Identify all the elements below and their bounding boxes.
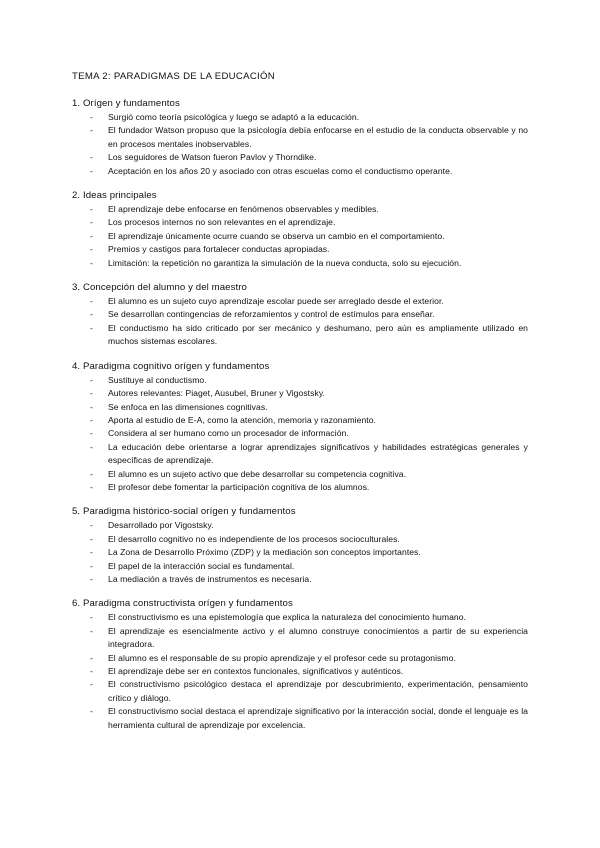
- bullet-list: [72, 519, 528, 586]
- bullet-dash: -: [90, 666, 93, 676]
- list-item: [72, 203, 528, 216]
- list-item: [72, 427, 528, 440]
- section-heading: 3. Concepción del alumno y del maestro: [72, 282, 247, 294]
- bullet-dash: -: [90, 533, 93, 544]
- list-item: [72, 401, 528, 414]
- list-item: [72, 216, 528, 229]
- bullet-dash: -: [90, 414, 93, 425]
- section-heading: 1. Orígen y fundamentos: [72, 98, 180, 109]
- list-item: [72, 611, 528, 624]
- bullet-dash: -: [90, 428, 93, 439]
- bullet-list: [72, 374, 528, 495]
- list-item-text: El alumno es el responsable de su propio aprendizaje y el profesor cede su protagonismo.: [108, 652, 456, 663]
- list-item: [72, 481, 528, 494]
- list-item-text: El alumno es un sujeto activo que debe desarrollar su competencia cognitiva.: [108, 468, 407, 479]
- bullet-dash: -: [90, 244, 93, 255]
- list-item-text: Considera al ser humano como un procesador de información.: [108, 428, 349, 439]
- bullet-list: [72, 203, 528, 270]
- list-item-text: Aceptación en los años 20 y asociado con otras escuelas como el conductismo operante.: [108, 165, 453, 176]
- list-item: [72, 322, 528, 349]
- section: [72, 282, 528, 349]
- bullet-dash: -: [90, 112, 93, 122]
- bullet-list: [72, 295, 528, 349]
- list-item: [72, 652, 528, 665]
- list-item: [72, 257, 528, 270]
- bullet-list: [72, 611, 528, 732]
- section-heading: 2. Ideas principales: [72, 190, 157, 202]
- list-item-text: Limitación: la repetición no garantiza la simulación de la nueva conducta, solo su ejecución.: [108, 257, 462, 268]
- bullet-dash: -: [90, 679, 93, 690]
- section-heading: 6. Paradigma constructivista orígen y fundamentos: [72, 598, 293, 610]
- list-item: [72, 560, 528, 573]
- list-item-text: Surgió como teoría psicológica y luego se adaptó a la educación.: [108, 112, 360, 122]
- bullet-dash: -: [90, 706, 93, 717]
- bullet-list: [72, 111, 528, 178]
- list-item-text: El alumno es un sujeto cuyo aprendizaje escolar puede ser arreglado desde el exterior.: [108, 296, 444, 307]
- list-item-text: Desarrollado por Vigostsky.: [108, 520, 214, 531]
- list-item-text: El aprendizaje únicamente ocurre cuando se observa un cambio en el comportamiento.: [108, 230, 445, 241]
- list-item: [72, 533, 528, 546]
- list-item-text: El constructivismo social destaca el aprendizaje significativo por la interacción social, donde el lenguaje es la herramienta cultural de aprendizaje por excelencia.: [108, 706, 528, 730]
- section: [72, 506, 528, 586]
- document-page: [72, 71, 528, 744]
- list-item-text: Se enfoca en las dimensiones cognitivas.: [108, 401, 268, 412]
- bullet-dash: -: [90, 520, 93, 531]
- bullet-dash: -: [90, 560, 93, 571]
- list-item: [72, 230, 528, 243]
- bullet-dash: -: [90, 257, 93, 268]
- list-item-text: El desarrollo cognitivo no es independiente de los procesos socioculturales.: [108, 533, 400, 544]
- section: [72, 361, 528, 495]
- bullet-dash: -: [90, 573, 93, 584]
- list-item-text: Los seguidores de Watson fueron Pavlov y Thorndike.: [108, 152, 317, 163]
- bullet-dash: -: [90, 204, 93, 215]
- list-item: [72, 387, 528, 400]
- list-item-text: El constructivismo psicológico destaca el aprendizaje por descubrimiento, experimentación, pensamiento crítico y diálogo.: [108, 679, 528, 703]
- bullet-dash: -: [90, 125, 93, 136]
- list-item: [72, 625, 528, 652]
- bullet-dash: -: [90, 322, 93, 333]
- bullet-dash: -: [90, 165, 93, 176]
- list-item-text: Premios y castigos para fortalecer conductas apropiadas.: [108, 244, 330, 255]
- bullet-dash: -: [90, 152, 93, 163]
- bullet-dash: -: [90, 296, 93, 307]
- section: [72, 190, 528, 270]
- list-item: [72, 374, 528, 387]
- list-item: [72, 124, 528, 151]
- bullet-dash: -: [90, 612, 93, 623]
- list-item-text: El papel de la interacción social es fundamental.: [108, 560, 295, 571]
- bullet-dash: -: [90, 374, 93, 385]
- bullet-dash: -: [90, 441, 93, 452]
- list-item-text: El constructivismo es una epistemología que explica la naturaleza del conocimiento humano.: [108, 612, 466, 623]
- list-item: [72, 573, 528, 586]
- list-item-text: El aprendizaje es esencialmente activo y el alumno construye conocimientos a partir de su experiencia integradora.: [108, 625, 528, 650]
- list-item: [72, 111, 528, 124]
- sections-container: [72, 98, 528, 732]
- list-item-text: Aporta al estudio de E-A, como la atención, memoria y razonamiento.: [108, 414, 376, 425]
- list-item: [72, 165, 528, 178]
- list-item: [72, 665, 528, 678]
- list-item: [72, 295, 528, 308]
- bullet-dash: -: [90, 625, 93, 636]
- list-item: [72, 414, 528, 427]
- bullet-dash: -: [90, 481, 93, 492]
- document-title: TEMA 2: PARADIGMAS DE LA EDUCACIÓN: [72, 71, 276, 82]
- list-item: [72, 441, 528, 468]
- list-item-text: Los procesos internos no son relevantes en el aprendizaje.: [108, 217, 336, 228]
- section-heading: 5. Paradigma histórico-social orígen y fundamentos: [72, 506, 296, 518]
- bullet-dash: -: [90, 547, 93, 558]
- bullet-dash: -: [90, 652, 93, 663]
- list-item-text: Autores relevantes: Piaget, Ausubel, Bruner y Vigostsky.: [108, 388, 325, 399]
- list-item-text: El conductismo ha sido criticado por ser mecánico y deshumano, pero aún es ampliamente utilizado en muchos sistemas escolares.: [108, 322, 528, 347]
- list-item-text: La educación debe orientarse a lograr aprendizajes significativos y habilidades estratégicas generales y específicas de aprendizaje.: [108, 441, 528, 466]
- list-item: [72, 151, 528, 164]
- list-item-text: El profesor debe fomentar la participación cognitiva de los alumnos.: [108, 481, 370, 492]
- list-item: [72, 678, 528, 705]
- list-item-text: El aprendizaje debe enfocarse en fenómenos observables y medibles.: [108, 204, 379, 215]
- list-item-text: El fundador Watson propuso que la psicología debía enfocarse en el estudio de la conducta observable y no en procesos mentales inobservables.: [108, 125, 528, 149]
- list-item-text: La mediación a través de instrumentos es necesaria.: [108, 573, 312, 584]
- list-item: [72, 468, 528, 481]
- list-item: [72, 519, 528, 532]
- bullet-dash: -: [90, 309, 93, 320]
- list-item: [72, 546, 528, 559]
- list-item: [72, 243, 528, 256]
- bullet-dash: -: [90, 388, 93, 399]
- list-item-text: Se desarrollan contingencias de reforzamientos y control de estímulos para enseñar.: [108, 309, 435, 320]
- bullet-dash: -: [90, 401, 93, 412]
- section: [72, 98, 528, 178]
- section: [72, 598, 528, 732]
- bullet-dash: -: [90, 468, 93, 479]
- list-item: [72, 308, 528, 321]
- list-item-text: La Zona de Desarrollo Próximo (ZDP) y la mediación son conceptos importantes.: [108, 547, 421, 558]
- list-item-text: Sustituye al conductismo.: [108, 374, 207, 385]
- bullet-dash: -: [90, 230, 93, 241]
- list-item: [72, 705, 528, 732]
- list-item-text: El aprendizaje debe ser en contextos funcionales, significativos y auténticos.: [108, 666, 404, 676]
- bullet-dash: -: [90, 217, 93, 228]
- section-heading: 4. Paradigma cognitivo orígen y fundamentos: [72, 360, 270, 372]
